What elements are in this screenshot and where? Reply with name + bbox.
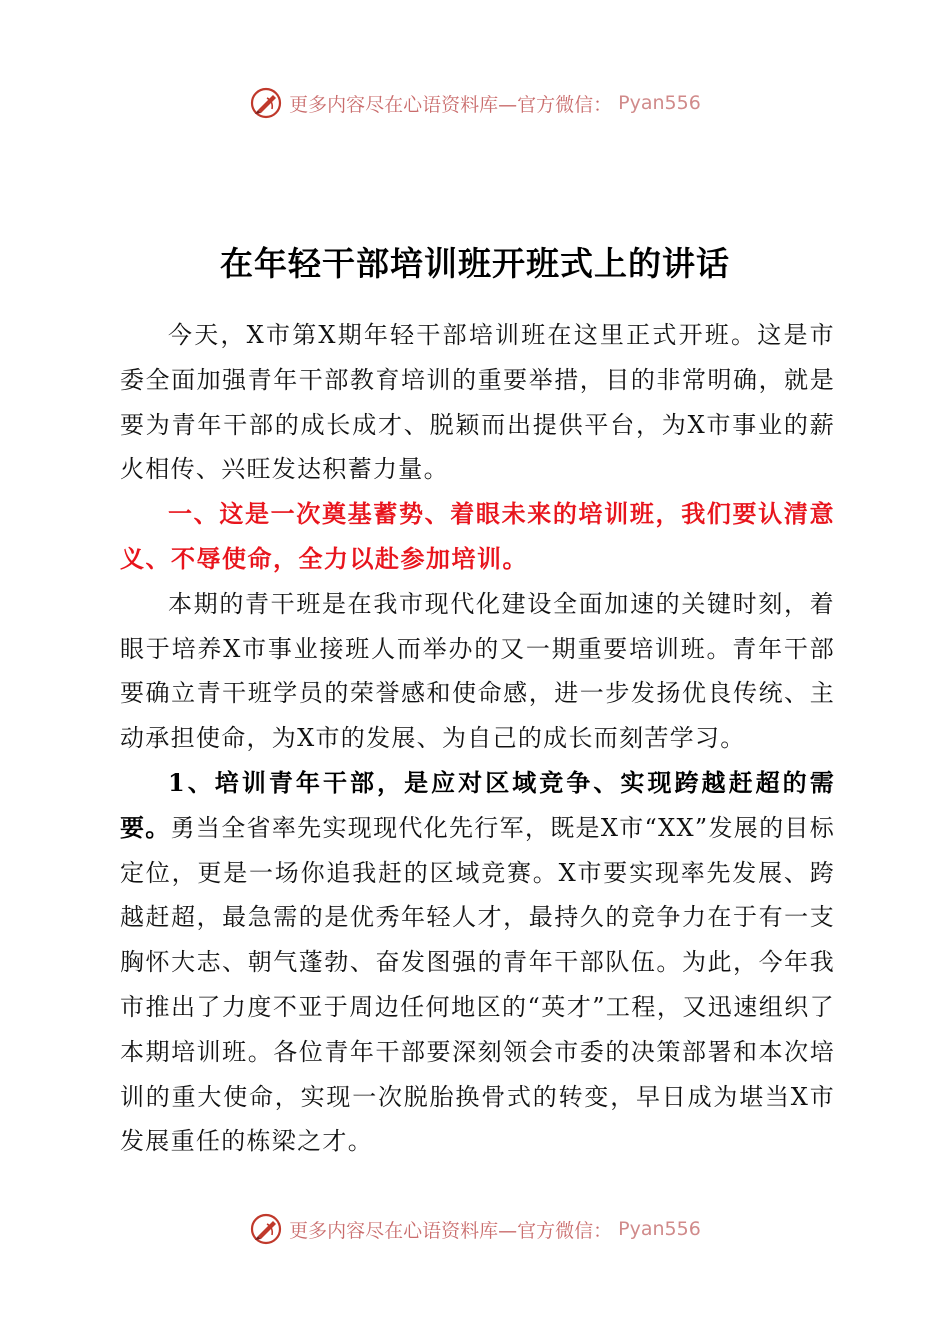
document-body <box>120 313 835 1164</box>
document-title: 在年轻干部培训班开班式上的讲话 <box>220 244 730 283</box>
watermark-handle: Pyan556 <box>618 1218 701 1240</box>
watermark-handle: Pyan556 <box>618 92 701 114</box>
header-watermark <box>0 86 950 120</box>
subheading-1: 1、培训青年干部，是应对区域竞争、实现跨越赶超的需要。 <box>120 767 835 842</box>
pen-logo-icon <box>249 86 283 120</box>
section-heading-one: 一、这是一次奠基蓄势、着眼未来的培训班，我们要认清意义、不辱使命，全力以赴参加培训。 <box>120 500 835 573</box>
footer-watermark <box>0 1212 950 1246</box>
section1-paragraph <box>120 761 835 1164</box>
intro-paragraph: 今天，X市第X期年轻干部培训班在这里正式开班。这是市委全面加强青年干部教育培训的重要举措，目的非常明确，就是要为青年干部的成长成才、脱颖而出提供平台，为X市事业的薪火相传、兴旺发达积蓄力量。 <box>120 321 835 484</box>
watermark-site-text: 更多内容尽在心语资料库—官方微信： <box>289 93 613 116</box>
body-paragraph: 本期的青干班是在我市现代化建设全面加速的关键时刻，着眼于培养X市事业接班人而举办的又一期重要培训班。青年干部要确立青干班学员的荣誉感和使命感，进一步发扬优良传统、主动承担使命，为X市的发展、为自己的成长而刻苦学习。 <box>120 589 835 753</box>
section1-body: 勇当全省率先实现现代化先行军，既是X市“XX”发展的目标定位，更是一场你追我赶的区域竞赛。X市要实现率先发展、跨越赶超，最急需的是优秀年轻人才，最持久的竞争力在于有一支胸怀大志、朝气蓬勃、奋发图强的青年干部队伍。为此，今年我市推出了力度不亚于周边任何地区的“英才”工程，又迅速组织了本期培训班。各位青年干部要深刻领会市委的决策部署和本次培训的重大使命，实现一次脱胎换骨式的转变，早日成为堪当X市发展重任的栋梁之才。 <box>120 813 835 1156</box>
pen-logo-icon <box>249 1212 283 1246</box>
watermark-site-text: 更多内容尽在心语资料库—官方微信： <box>289 1219 613 1242</box>
